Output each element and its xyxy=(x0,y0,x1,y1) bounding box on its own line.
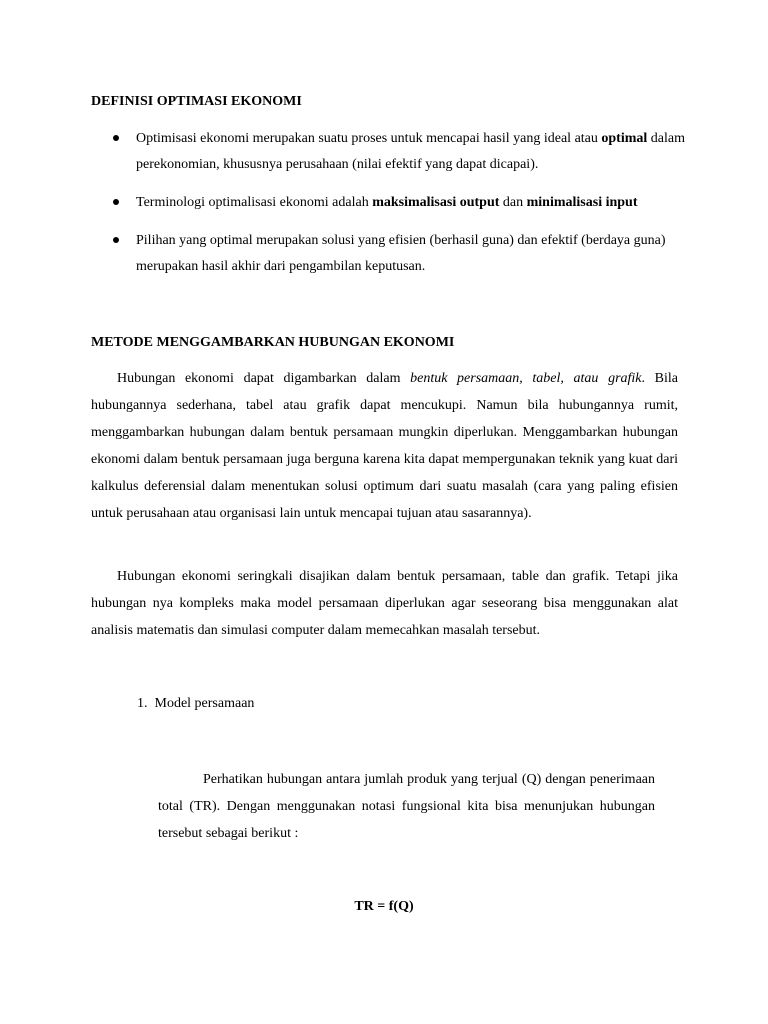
bullet-dot-icon xyxy=(113,199,119,205)
bullet-item: Terminologi optimalisasi ekonomi adalah maksimalisasi output dan minimalisasi input xyxy=(91,190,691,216)
bullet-dot-icon xyxy=(113,237,119,243)
formula: TR = f(Q) xyxy=(354,899,414,914)
bullet-item: Optimisasi ekonomi merupakan suatu proses untuk mencapai hasil yang ideal atau optimal dalam perekonomian, khususnya perusahaan (nilai efektif yang dapat dicapai). xyxy=(91,126,691,178)
paragraph-2: Hubungan ekonomi seringkali disajikan dalam bentuk persamaan, table dan grafik. Tetapi jika hubungan nya kompleks maka model persamaan diperlukan agar seseorang bisa menggunakan alat analisis matematis dan simulasi computer dalam memecahkan masalah tersebut. xyxy=(91,569,678,638)
bullet-item: Pilihan yang optimal merupakan solusi yang efisien (berhasil guna) dan efektif (berdaya guna) merupakan hasil akhir dari pengambilan keputusan. xyxy=(91,228,691,280)
section-heading-definisi: DEFINISI OPTIMASI EKONOMI xyxy=(91,94,302,109)
list-number: 1. xyxy=(137,696,148,711)
section-heading-metode: METODE MENGGAMBARKAN HUBUNGAN EKONOMI xyxy=(91,335,455,350)
indented-paragraph: Perhatikan hubungan antara jumlah produk yang terjual (Q) dengan penerimaan total (TR). Dengan menggunakan notasi fungsional kita bisa menunjukan hubungan tersebut sebagai berikut : xyxy=(158,772,655,841)
bullet-dot-icon xyxy=(113,135,119,141)
list-label: Model persamaan xyxy=(154,696,255,711)
paragraph-1: Hubungan ekonomi dapat digambarkan dalam bentuk persamaan, tabel, atau grafik. Bila hubungannya sederhana, tabel atau grafik dapat mencukupi. Namun bila hubungannya rumit, menggambarkan hubungan dalam bentuk persamaan mungkin diperlukan. Menggambarkan hubungan ekonomi dalam bentuk persamaan juga berguna karena kita dapat mempergunakan teknik yang kuat dari kalkulus deferensial dalam menentukan solusi optimum dari suatu masalah (cara yang paling efisien untuk perusahaan atau organisasi lain untuk mencapai tujuan atau sasarannya). xyxy=(91,371,678,521)
numbered-list-item xyxy=(137,695,254,713)
bullet-list xyxy=(91,126,691,280)
